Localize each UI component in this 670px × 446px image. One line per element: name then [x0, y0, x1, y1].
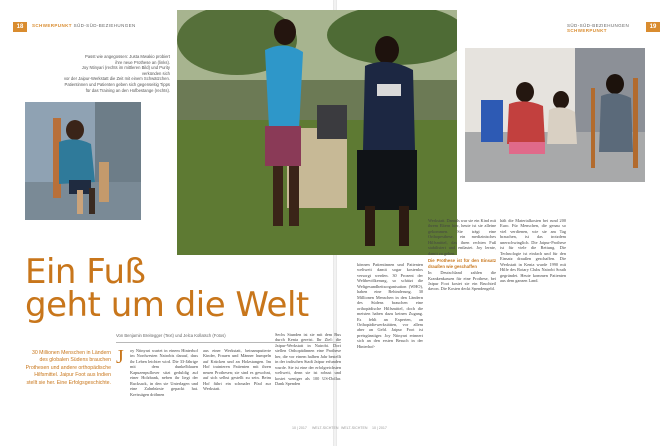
caption-line-1: Passt wie angegossen: Justa Mwakio probiert — [85, 54, 170, 59]
caption-line-3: Joy Ntinyari (rechts im mittleren Bild) und Purity verkünden sich — [81, 65, 170, 76]
headline-line-1: Ein Fuß — [25, 252, 146, 292]
body-column-1: oy Ntinyari wartet in einem Hinterhof im Nordwesten Nairobis darauf, dass ihr Leben leichter wird. Die 33-Jährige mit dem dunkelblauen Kapuzenpullover sitzt geduldig auf einer Holzbank, neben ihr liegt der Rucksack, in den sie Unterlagen und eine Zahnbürste gepackt hat. Kreissägen dröhnen — [130, 348, 198, 397]
article-lead: 30 Millionen Menschen in Ländern des globalen Südens brauchen Prothesen und andere orthopädische Hilfsmittel. Jaipur Foot aus Indien stellt sie her. Eine Erfolgsgeschichte. — [25, 350, 111, 386]
footer-right-title: WELT-SICHTEN — [341, 426, 368, 430]
rubric-label-left: SCHWERPUNKT — [32, 23, 72, 28]
rubric-text-right: SÜD-SÜD-BEZIEHUNGEN — [567, 23, 630, 28]
drop-cap: J — [116, 346, 124, 368]
subheading: Die Prothese ist für den Einsatz draußen wie geschaffen — [428, 258, 496, 269]
rubric-label-right: SCHWERPUNKT — [567, 28, 607, 33]
footer-left-title: WELT-SICHTEN — [312, 426, 339, 430]
body-column-2: aus einer Werkstatt, beinamputierte Kinder, Frauen und Männer humpeln auf Krücken und an Holzstangen. Im Hof trainieren Patienten mit ihren neuen Prothesen; sie sind es gewohnt, auf sich selbst gestellt zu sein. Beim Hof führt ein schmaler Pfad zur Werkstatt. — [203, 348, 271, 392]
page-number-right: 19 — [646, 22, 660, 32]
headline-line-2: geht um die Welt — [25, 285, 309, 325]
photo-prosthesis-fitting — [25, 102, 141, 220]
photo-workshop-courtyard — [177, 10, 457, 255]
body-column-4: können Patientinnen und Patienten weltweit damit sogar kostenlos versorgt werden. 30 Prozent der Weltbevölkerung, so schätzt die Weltgesundheitsorganisation (WHO), haben eine Behinderung. 30 Millionen Menschen in den Ländern des Südens brauchen eine orthopädische Hilfsmittel, doch die meisten haben dazu keinen Zugang. Es fehlt an Experten, an Orthopädiewerkstätten, vor allem aber an Geld. Jaipur Foot ist preisgünstiger. Joy Ntinyari erinnert sich an den ersten Besuch in der Hinterhof- — [357, 262, 423, 349]
caption-line-6: für das Training an den Hofbestange (rechts). — [85, 87, 170, 93]
caption-line-2: ihre neue Prothese an (links). — [115, 59, 170, 65]
rubric-left — [32, 23, 136, 28]
body-column-6: hält die Materialkosten bei rund 200 Euro. Für Menschen, die genau so viel verdienen, wie sie am Tag brauchen, ist das trotzdem unerschwinglich. Die Jaipur-Prothese ist für viele die Rettung. Die Technologie ist einfach und für den Einsatz draußen geschaffen. Die Werkstatt in Kenia wurde 1990 mit Hilfe des Rotary Clubs Nairobi South gegründet. Heute kommen Patienten aus dem ganzen Land. — [500, 218, 566, 283]
footer-left-issue: 10 | 2017 — [292, 426, 307, 430]
body-column-5 — [428, 218, 496, 418]
body-column-3: Sechs Stunden ist sie mit dem Bus durch Kenia gereist. Ihr Ziel: die Jaipur-Werkstatt in Nairobi. Dort stellen Orthopädinnen eine Prothese her, die vor einem halben Jahr bestellt in der indischen Stadt Jaipur erfunden wurde. Sie ist eine der erfolgreichsten weltweit, denn sie ist robust und kostet weniger als 100 US-Dollar. Dank Spenden — [275, 332, 341, 387]
article-headline — [25, 252, 345, 325]
column-5-text-a: Werkstatt. Damals war sie ein Kind mit ihrem Eltern hier, heute ist sie alleine gekommen. Sie trägt eine Orthopesthese, ein medizinisches Hilfsmittel, das ihren rechten Fuß stabilisiert und entlastet. Joy lernte, damit zu gehen. — [428, 218, 496, 256]
photo-caption — [62, 54, 170, 93]
caption-line-4: vor der Jaipur-Werkstatt die Zeit mit einem Schwätzchen. — [63, 76, 170, 82]
byline: Von Benjamin Breitegger (Text) und Jelca Kollatsch (Fotos) — [116, 333, 226, 338]
caption-line-5: Patientinnen und Patienten geben sich gegenseitig Tipps — [64, 81, 170, 87]
page-number-left: 18 — [13, 22, 27, 32]
photo-patients-bench — [465, 48, 645, 182]
footer-right-issue: 10 | 2017 — [372, 426, 387, 430]
rubric-text-left: SÜD-SÜD-BEZIEHUNGEN — [73, 23, 136, 28]
column-5-text-b: In Deutschland zahlen die Krankenkassen für eine Prothese, bei Jaipur Foot kostet sie ein Bruchteil davon. Die Kosten deckt Spendengeld. — [428, 270, 496, 292]
